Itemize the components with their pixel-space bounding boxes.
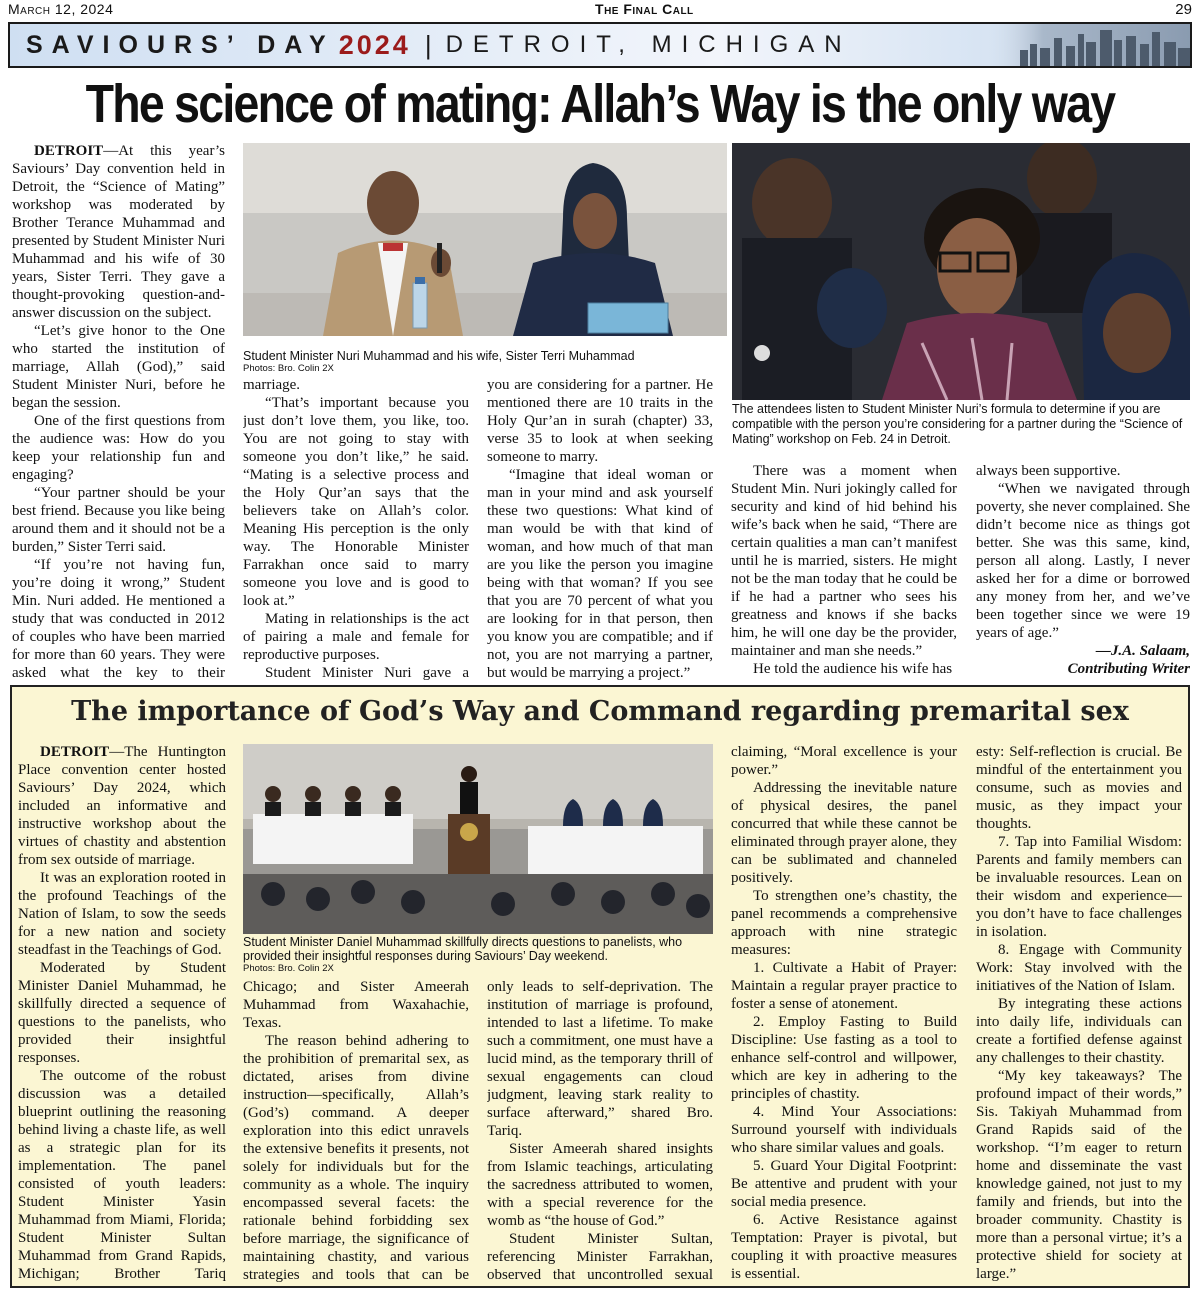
photo3-credit: Photos: Bro. Colin 2X: [243, 963, 334, 974]
article1-column-1: [12, 142, 225, 680]
article2-list-item: [731, 1283, 957, 1285]
photo-panelists-image: [243, 143, 727, 336]
article2-byline-name: [976, 1283, 1182, 1285]
article2-column-4: [731, 743, 957, 1285]
article1-headline: The science of mating: Allah’s Way is the only way: [85, 74, 1115, 134]
article1-paragraph: marriage.: [243, 377, 301, 393]
page-number: 29: [1175, 0, 1192, 18]
photo-panelists: [243, 143, 727, 336]
article2-paragraph: By integrating these actions into daily life, individuals can create a fortified defense against any challenges to their chastity.: [976, 996, 1182, 1066]
photo1-caption: Student Minister Nuri Muhammad and his wife, Sister Terri Muhammad: [243, 349, 635, 363]
section-banner: [8, 22, 1192, 68]
article2-paragraph: Chicago; and Sister Ameerah Muhammad from Waxahachie, Texas.: [243, 979, 469, 1031]
article1-paragraph: “If you’re not having fun, you’re doing it wrong,” Student Min. Nuri added. He mentioned a study that was conducted in 2012 of couples who have been married for more than 60 years. They were asked what the key to their: [12, 557, 225, 680]
article2-paragraph: “My key takeaways? The profound impact of their words,” Sis. Takiyah Muhammad from Grand Rapids said of the workshop. “I’m eager to return home and disseminate the vast knowledge gained, not just to my family and friends, but into the broader community. Chastity is more than a personal virtue; it’s a protective shield for society at large.”: [976, 1068, 1182, 1282]
article2-paragraph: claiming, “Moral excellence is your power.”: [731, 744, 957, 778]
article1-paragraph: “Imagine that ideal woman or man in your mind and ask yourself these two questions: What kind of man would be with that kind of woman, and how much of that man are you like the person you imagine being with that woman? If you see that you are 70 percent of what you are looking for in that person, then you know you are compatible; and if not, you are not marrying a partner, but would be marrying a project.”: [487, 467, 713, 680]
photo-audience-image: [732, 143, 1190, 400]
article2-paragraph: Student Minister Sultan, referencing Minister Farrakhan, observed that uncontrolled sexual: [487, 1231, 713, 1283]
banner-event: SAVIOURS’ DAY: [26, 30, 335, 59]
photo1-caption-block: [243, 349, 727, 374]
article1-paragraph: Student Minister Nuri gave a: [265, 665, 469, 680]
article2-headline: The importance of God’s Way and Command regarding premarital sex: [71, 696, 1129, 727]
article2-paragraph: Addressing the inevitable nature of physical desires, the panel concurred that while these cannot be eliminated through prayer alone, they can be sublimated and channeled positively.: [731, 780, 957, 886]
folio-bar: [0, 0, 1200, 18]
article2-paragraph: esty: Self-reflection is crucial. Be mindful of the entertainment you consume, such as movies and music, as they impact your thoughts.: [976, 744, 1182, 832]
article1-paragraph: One of the first questions from the audience was: How do you keep your relationship fun and engaging?: [12, 413, 225, 483]
article1-paragraph: DETROIT—At this year’s Saviours’ Day convention held in Detroit, the “Science of Mating” workshop was moderated by Brother Terance Muhammad and presented by Student Minister Nuri Muhammad and his wife of 30 years, Sister Terri. They gave a thought-provoking question-and-answer discussion on the subject.: [12, 143, 225, 321]
photo3-caption: Student Minister Daniel Muhammad skillfully directs questions to panelists, who provided their insightful responses during Saviours’ Day weekend.: [243, 935, 683, 963]
skyline-graphic: [980, 24, 1190, 66]
article2-list-item: 7. Tap into Familial Wisdom: Parents and family members can be invaluable resources. Lean on their wisdom and experience—you don’t have to face challenges in isolation.: [976, 834, 1182, 940]
banner-year: 2024: [338, 29, 411, 60]
article1-paragraph: “Your partner should be your best friend. Because you like being around them and it should not be a burden,” Sister Terri said.: [12, 485, 225, 555]
article2-list-item: 5. Guard Your Digital Footprint: Be attentive and prudent with your social media presence.: [731, 1158, 957, 1210]
article2-paragraph: Sister Ameerah shared insights from Islamic teachings, articulating the sacredness attributed to women, with a special reverence for the womb as “the house of God.”: [487, 1141, 713, 1229]
photo-audience: [732, 143, 1190, 400]
photo-panel-stage: [243, 744, 713, 934]
article1-column-4: [731, 462, 957, 680]
photo3-caption-block: [243, 935, 713, 974]
article2-paragraph: The outcome of the robust discussion was a detailed blueprint outlining the reasoning behind living a chaste life, as well as a strategic plan for its implementation. The panel consisted of youth leaders: Student Minister Yasin Muhammad from Miami, Florida; Student Minister Sultan Muhammad from Grand Rapids, Michigan; Brother Tariq: [18, 1068, 226, 1282]
article2-column-1: [18, 743, 226, 1285]
article2-list-item: 4. Mind Your Associations: Surround yourself with individuals who share similar values and goals.: [731, 1104, 957, 1156]
article1-byline-title: Contributing Writer: [1067, 661, 1190, 677]
article2-column-2: [243, 978, 469, 1285]
article1-paragraph: There was a moment when Student Min. Nuri jokingly called for security and kind of hid behind his wife’s back when he said, “There are certain qualities a man can’t manifest until he is married, sisters. He might not be the man today that he could be if he had a partner who sees his greatness and knows if she backs him, he will one day be the provider, maintainer and man she needs.”: [731, 463, 957, 659]
article1-dateline: DETROIT: [34, 143, 104, 159]
article1-column-5: [976, 462, 1190, 680]
photo1-credit: Photos: Bro. Colin 2X: [243, 363, 334, 374]
article2-column-3: [487, 978, 713, 1285]
article1-column-2: [243, 376, 469, 680]
article1-paragraph: Mating in relationships is the act of pairing a male and female for reproductive purposes.: [243, 611, 469, 663]
article2-list-item: 8. Engage with Community Work: Stay involved with the initiatives of the Nation of Islam.: [976, 942, 1182, 994]
article1-byline-name: —J.A. Salaam,: [1095, 643, 1190, 659]
photo2-caption: The attendees listen to Student Minister Nuri’s formula to determine if you are compatible with the person you’re considering for a partner during the “Science of Mating” workshop on Feb. 24 in Detroit.: [732, 402, 1183, 446]
article2-paragraph: To strengthen one’s chastity, the panel recommends a comprehensive approach with nine strategic measures:: [731, 888, 957, 958]
newspaper-name: The Final Call: [595, 1, 694, 17]
photo-panel-stage-image: [243, 744, 713, 934]
article2-paragraph: DETROIT—The Huntington Place convention center hosted Saviours’ Day 2024, which included an informative and instructive workshop about the virtues of chastity and abstention from sex outside of marriage.: [18, 744, 226, 868]
article2-column-5: [976, 743, 1182, 1285]
article2-paragraph: Moderated by Student Minister Daniel Muhammad, he skillfully directed a sequence of questions to the panelists, who provided their insightful responses.: [18, 960, 226, 1066]
article1-paragraph: “When we navigated through poverty, she never complained. She didn’t become nice as things got better. She was this same, kind, person all along. Lastly, I never asked her for a dime or borrowed any money from her, and we’ve been together since we were 19 years of age.”: [976, 481, 1190, 641]
banner-separator: |: [424, 29, 432, 60]
article1-paragraph: “Let’s give honor to the One who started the institution of marriage, Allah (God),” said Student Minister Nuri, before he began the session.: [12, 323, 225, 411]
issue-date: March 12, 2024: [8, 1, 114, 17]
article2-paragraph: only leads to self-deprivation. The institution of marriage is profound, intended to last a lifetime. To make such a commitment, one must have a lucid mind, as the temporary thrill of sexual engagements can cloud judgment, leaving stark reality to surface afterward,” shared Bro. Tariq.: [487, 979, 713, 1139]
article1-column-3: [487, 376, 713, 680]
article2-list-item: 1. Cultivate a Habit of Prayer: Maintain a regular prayer practice to foster a sense of atonement.: [731, 960, 957, 1012]
article1-paragraph: always been supportive.: [976, 463, 1121, 479]
article1-paragraph: “That’s important because you just don’t love them, you like, too. You are not going to stay with someone you don’t like,” he said. “Mating is a selective process and the Holy Qur’an says that the believers take on Allah’s color. Meaning His perception is the only way. The Honorable Minister Farrakhan once said to marry someone you love and is good to look at.”: [243, 395, 469, 609]
article2-paragraph: The reason behind adhering to the prohibition of premarital sex, as dictated, arises from divine instruction—specifically, Allah’s (God’s) command. A deeper exploration into this edict unravels the extensive benefits it presents, not solely for individuals but for the community as a whole. The inquiry encompassed several facets: the rationale behind forbidding sex before marriage, the significance of maintaining chastity, and various strategies and tools that can be: [243, 1033, 469, 1283]
article2-dateline: DETROIT: [40, 744, 110, 760]
article1-paragraph: He told the audience his wife has: [753, 661, 953, 677]
banner-location: DETROIT, MICHIGAN: [445, 31, 852, 58]
article2-list-item: 6. Active Resistance against Temptation: Prayer is pivotal, but coupling it with proactive measures is essential.: [731, 1212, 957, 1282]
article2-list-item: 2. Employ Fasting to Build Discipline: Use fasting as a tool to enhance self-control and willpower, which are key in adhering to the principles of chastity.: [731, 1014, 957, 1102]
article2-paragraph: It was an exploration rooted in the profound Teachings of the Nation of Islam, to sow the seeds for a new nation and society steadfast in the Teachings of God.: [18, 870, 226, 958]
article1-paragraph: you are considering for a partner. He mentioned there are 10 traits in the Holy Qur’an in surah (chapter) 33, verse 35 to look at when seeking someone to marry.: [487, 377, 713, 465]
